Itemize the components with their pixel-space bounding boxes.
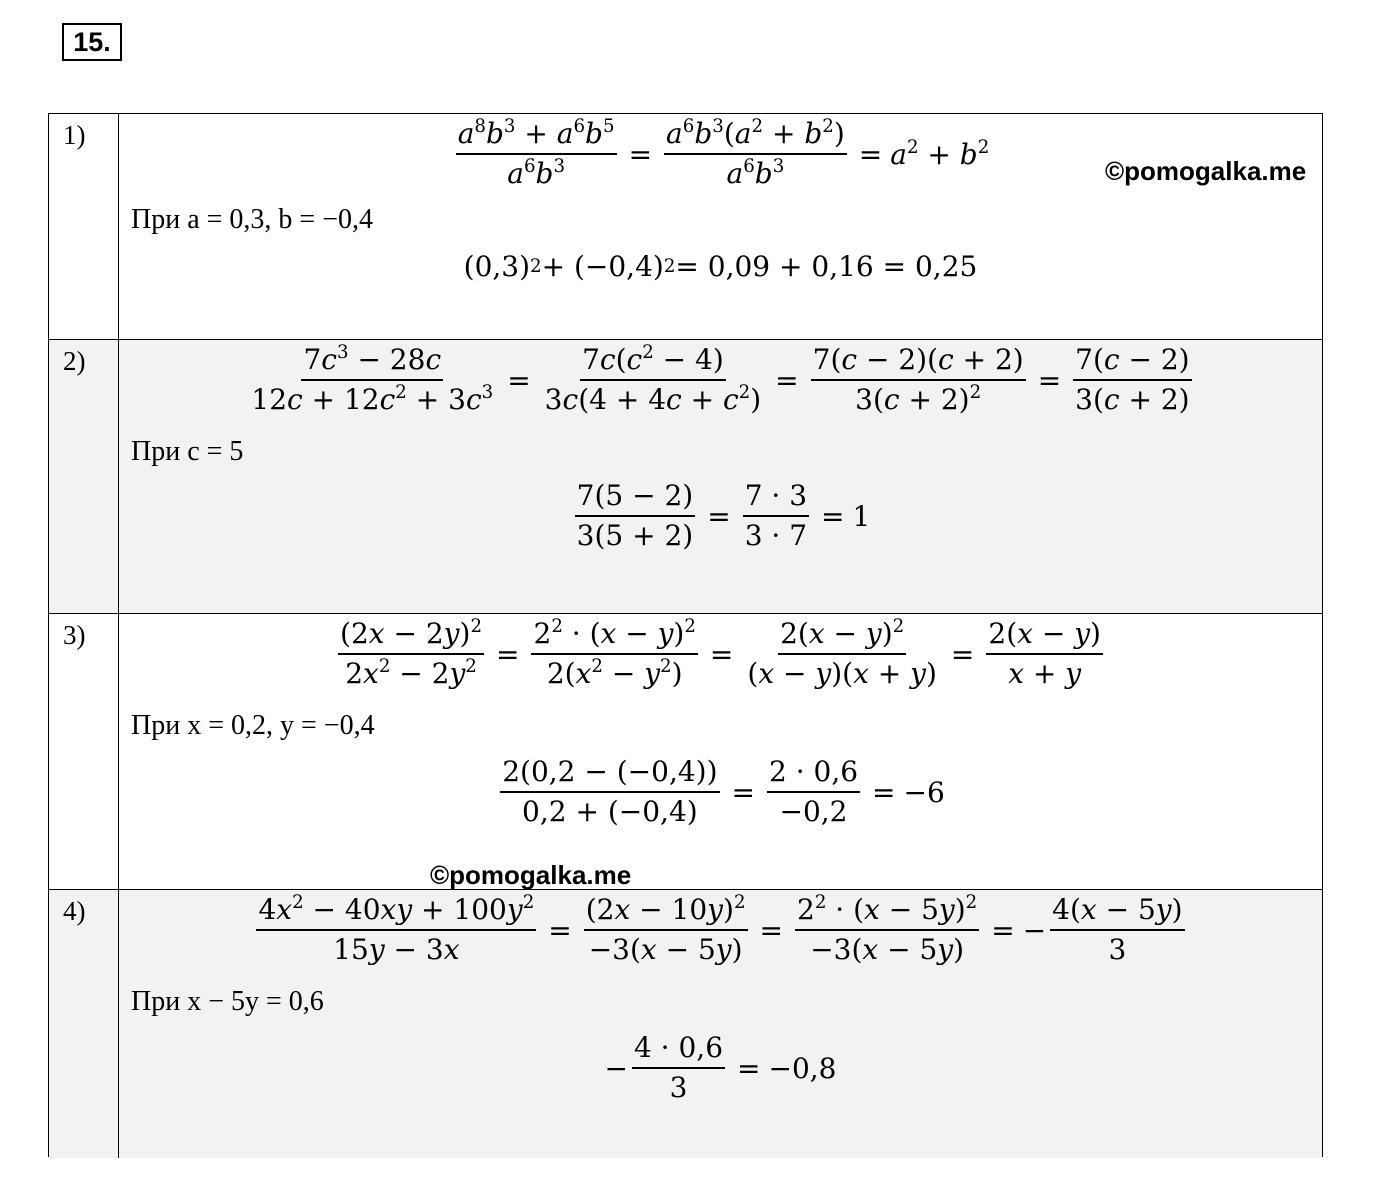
solution-table — [48, 113, 1323, 1157]
simplification-equation: $\frac{4x^2 - 40xy + 100y^2}{15y - 3x}$ = $\frac{(2x - 10y)^2}{-3(x - 5y)}$ = $\frac{2^2 \cdot (x - 5y)^2}{-3(x - 5y)}$ = − $\frac{4(x - 5y)}{3}$ — [258, 892, 1183, 967]
row-index: 1) — [49, 114, 119, 339]
table-row-2 — [49, 340, 1322, 614]
substitution-condition: При a = 0,3, b = −0,4 — [131, 204, 374, 235]
row-content — [119, 890, 1322, 1158]
row-content — [119, 340, 1322, 613]
substitution-condition: При x = 0,2, y = −0,4 — [131, 710, 375, 741]
row-content — [119, 114, 1322, 339]
watermark: ©pomogalka.me — [1105, 156, 1307, 186]
evaluation-equation: − $\frac{4 \cdot 0,6}{3}$ = −0,8 — [604, 1031, 837, 1105]
row-index: 2) — [49, 340, 119, 613]
evaluation-equation: (0,3) 2 + (−0,4) 2 = 0,09 + 0,16 = 0,25 — [463, 250, 978, 283]
evaluation-equation: $\frac{7(5 - 2)}{3(5 + 2)}$ = $\frac{7 \cdot 3}{3 \cdot 7}$ = 1 — [576, 479, 871, 553]
table-row-1 — [49, 114, 1322, 340]
simplification-equation: $\frac{(2x - 2y)^2}{2x^2 - 2y^2}$ = $\frac{2^2 \cdot (x - y)^2}{2(x^2 - y^2)}$ = $\frac{2(x - y)^2}{(x - y)(x + y)}$ = $\frac{2(x - y)}{x + y}$ — [340, 616, 1101, 691]
problem-number: 15. — [62, 23, 122, 61]
substitution-condition: При c = 5 — [131, 436, 244, 467]
substitution-condition: При x − 5y = 0,6 — [131, 986, 324, 1017]
evaluation-equation: $\frac{2(0,2 - (-0,4))}{0,2 + (-0,4)}$ = $\frac{2 \cdot 0,6}{-0,2}$ = −6 — [502, 755, 945, 829]
row-index: 4) — [49, 890, 119, 1158]
simplification-equation: $\frac{a^8b^3 + a^6b^5}{a^6b^3}$ = $\frac{a^6b^3(a^2 + b^2)}{a^6b^3}$ = $a^2 + b^2$ — [457, 116, 990, 191]
row-index: 3) — [49, 614, 119, 889]
row-content — [119, 614, 1322, 889]
table-row-4 — [49, 890, 1322, 1158]
table-row-3 — [49, 614, 1322, 890]
watermark: ©pomogalka.me — [430, 860, 632, 890]
simplification-equation: $\frac{7c^3 - 28c}{12c + 12c^2 + 3c^3}$ = $\frac{7c(c^2 - 4)}{3c(4 + 4c + c^2)}$ = $\frac{7(c - 2)(c + 2)}{3(c + 2)^2}$ = $\frac{7(c - 2)}{3(c + 2)}$ — [251, 342, 1190, 417]
